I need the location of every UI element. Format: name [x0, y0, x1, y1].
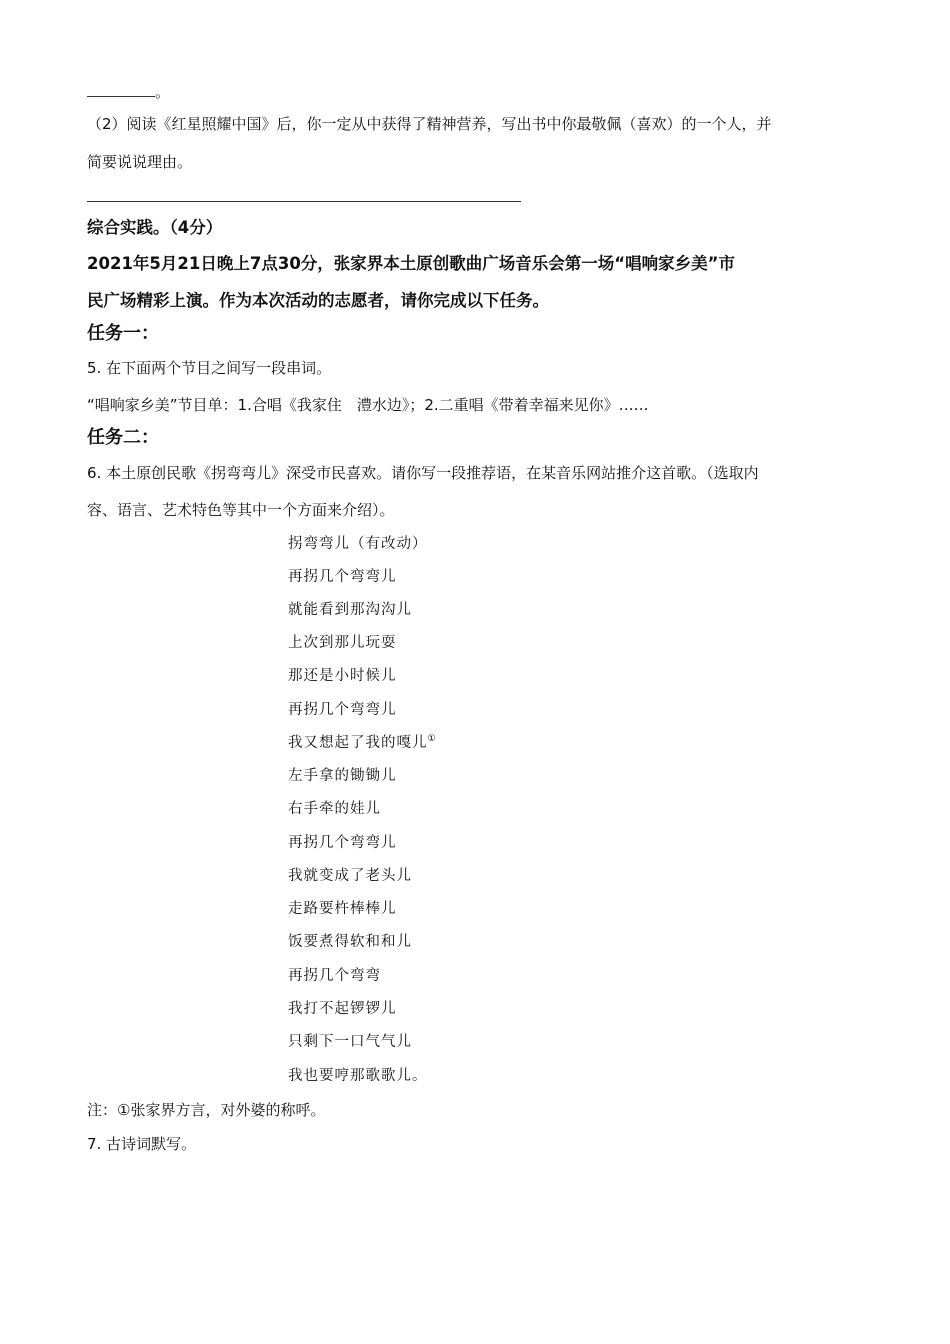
footnote-note: 注：①张家界方言，对外婆的称呼。 — [87, 1101, 326, 1119]
question-item-2-line2: 简要说说理由。 — [87, 153, 193, 171]
question-5: 5. 在下面两个节目之间写一段串词。 — [87, 359, 332, 377]
poem-line: 我也要哼那歌歌儿。 — [288, 1068, 428, 1084]
footnote-mark: ① — [427, 734, 437, 745]
poem-line: 走路要杵棒棒儿 — [288, 901, 397, 917]
section-heading: 综合实践。（4分） — [87, 218, 223, 237]
poem-line-text: 我又想起了我的嘎儿 — [288, 735, 428, 751]
question-6-line1: 6. 本土原创民歌《拐弯弯儿》深受市民喜欢。请你写一段推荐语，在某音乐网站推介这首歌。（选取内 — [87, 464, 759, 482]
program-list: “唱响家乡美”节目单：1.合唱《我家住 澧水边》；2.二重唱《带着幸福来见你》…… — [87, 396, 649, 414]
poem-line: 我就变成了老头儿 — [288, 868, 412, 884]
question-item-2-line1: （2）阅读《红星照耀中国》后，你一定从中获得了精神营养，写出书中你最敬佩（喜欢）的一个人，并 — [87, 115, 772, 133]
question-7: 7. 古诗词默写。 — [87, 1135, 197, 1153]
poem-line: 就能看到那沟沟儿 — [288, 602, 412, 618]
poem-title: 拐弯弯儿（有改动） — [288, 536, 428, 552]
poem-line: 左手拿的锄锄儿 — [288, 768, 397, 784]
poem-line: 再拐几个弯弯儿 — [288, 569, 397, 585]
poem-line: 右手牵的娃儿 — [288, 801, 381, 817]
section-intro-line1: 2021年5月21日晚上7点30分，张家界本土原创歌曲广场音乐会第一场“唱响家乡美”市 — [87, 254, 735, 273]
task1-label: 任务一： — [87, 323, 159, 344]
poem-line: 我打不起锣锣儿 — [288, 1001, 397, 1017]
question-6-line2: 容、语言、艺术特色等其中一个方面来介绍）。 — [87, 501, 395, 519]
poem-line: 上次到那儿玩耍 — [288, 635, 397, 651]
poem-line: 再拐几个弯弯 — [288, 968, 381, 984]
poem-line: 再拐几个弯弯儿 — [288, 702, 397, 718]
answer-blank-long — [87, 187, 521, 207]
poem-line: 那还是小时候儿 — [288, 668, 397, 684]
blank-underline-long[interactable] — [87, 201, 521, 202]
poem-line-with-footnote — [288, 733, 437, 753]
answer-blank-line — [87, 82, 170, 102]
section-intro-line2: 民广场精彩上演。作为本次活动的志愿者，请你完成以下任务。 — [87, 291, 549, 310]
poem-line: 只剩下一口气气儿 — [288, 1034, 412, 1050]
task2-label: 任务二： — [87, 427, 159, 448]
poem-line: 再拐几个弯弯儿 — [288, 835, 397, 851]
blank-tail: 。 — [155, 83, 171, 101]
poem-line: 饭要煮得软和和儿 — [288, 934, 412, 950]
blank-underline[interactable] — [87, 96, 155, 97]
